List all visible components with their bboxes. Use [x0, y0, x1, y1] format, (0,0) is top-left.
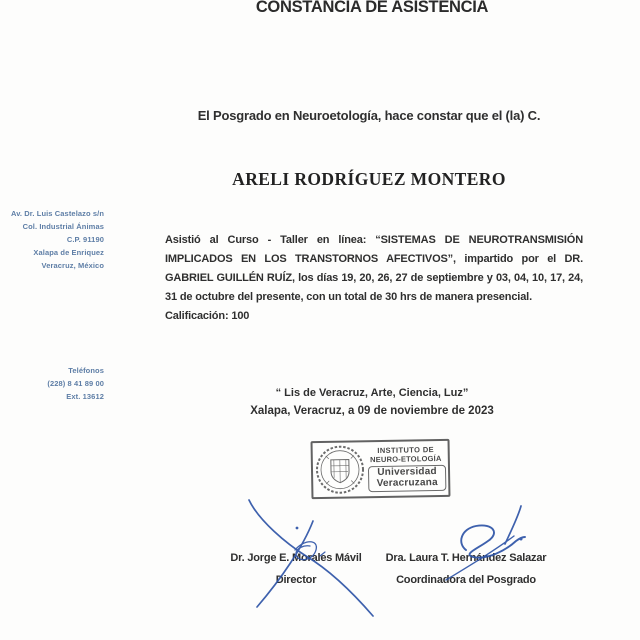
address-line: Xalapa de Enriquez	[33, 248, 104, 257]
address-line: Av. Dr. Luis Castelazo s/n	[10, 209, 104, 218]
signature-ink-right	[505, 506, 521, 544]
certificate-body	[165, 231, 583, 326]
signature-block-coordinator	[356, 551, 576, 586]
stamp-university-line1: Universidad	[377, 466, 437, 479]
stamp-university-box	[368, 465, 446, 492]
letterhead-sidebar	[8, 207, 104, 403]
place-date-line: Xalapa, Veracruz, a 09 de noviembre de 2023	[250, 405, 494, 417]
stamp-text	[366, 445, 449, 492]
course-description: Asistió al Curso - Taller en línea: “SISTEMAS DE NEUROTRANSMISIÓN IMPLICADOS EN LOS TRANSTORNOS AFECTIVOS”, impartido por el DR. GABRIEL GUILLÉN RUÍZ, los días 19, 20, 26, 27 de septiembre y 03, 04, 10, 17, 24, 31 de octubre del presente, con un total de 30 hrs de manera presencial.	[165, 234, 583, 303]
address-line: C.P. 91190	[66, 235, 104, 244]
letterhead-phones	[8, 364, 104, 403]
recipient-name: ARELI RODRÍGUEZ MONTERO	[232, 169, 506, 189]
signer-name: Dr. Jorge E. Morales Mávil	[230, 552, 362, 564]
intro-statement: El Posgrado en Neuroetología, hace constar que el (la) C.	[197, 108, 541, 123]
institute-stamp	[311, 439, 451, 499]
grade-line: Calificación: 100	[165, 310, 250, 322]
certificate-title: CONSTANCIA DE ASISTENCIA	[255, 0, 489, 16]
phone-line: Ext. 13612	[66, 392, 104, 401]
phone-line: (228) 8 41 89 00	[47, 379, 104, 388]
university-seal-icon	[314, 443, 367, 496]
letterhead-address	[8, 207, 104, 272]
stamp-university-line2: Veracruzana	[376, 476, 438, 489]
stamp-institute-line2: NEURO-ETOLOGÍA	[370, 453, 442, 465]
signer-name: Dra. Laura T. Hernández Salazar	[385, 552, 547, 564]
stamp-institute-line1: INSTITUTO DE	[377, 445, 435, 456]
signer-role: Director	[275, 574, 317, 586]
address-line: Col. Industrial Ánimas	[22, 222, 104, 231]
signer-role: Coordinadora del Posgrado	[396, 574, 536, 586]
phone-line: Teléfonos	[68, 366, 104, 375]
address-line: Veracruz, México	[41, 261, 104, 270]
university-motto: “ Lis de Veracruz, Arte, Ciencia, Luz”	[275, 387, 469, 399]
